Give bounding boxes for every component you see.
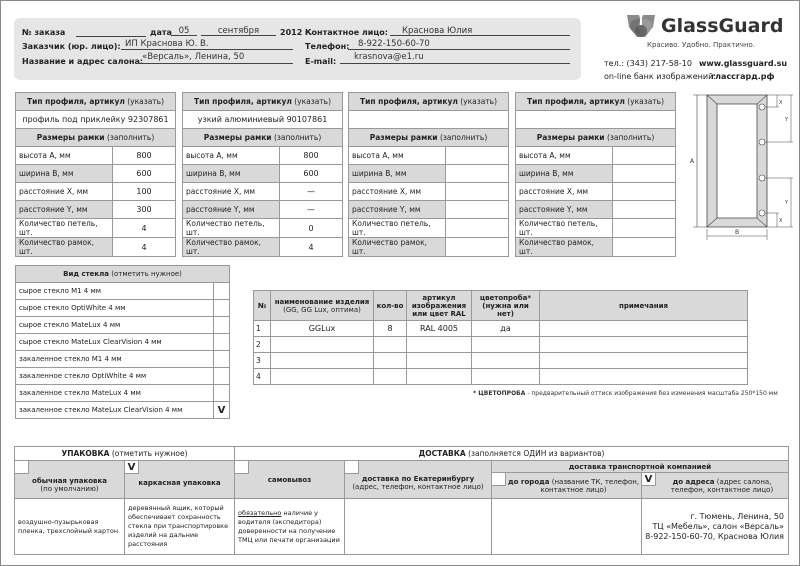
notes-cell[interactable] bbox=[540, 353, 748, 369]
row-number: 1 bbox=[254, 321, 271, 337]
frame-table-3 bbox=[348, 92, 509, 257]
profile-header: Тип профиля, артикул (указать) bbox=[349, 93, 509, 111]
distance-x-field[interactable]: — bbox=[280, 183, 343, 201]
image-bank-label: on-line банк изображений: bbox=[604, 72, 716, 81]
col-name: наименование изделия (GG, GG Lux, оптима) bbox=[271, 291, 374, 321]
svg-text:X: X bbox=[779, 218, 783, 224]
svg-text:Y: Y bbox=[785, 200, 789, 206]
brand-tagline: Красиво. Удобно. Практично. bbox=[647, 41, 756, 49]
qty-cell[interactable] bbox=[374, 369, 407, 385]
glass-option-label: закаленное стекло OptiWhite 4 мм bbox=[16, 368, 214, 385]
glass-option-checkbox[interactable] bbox=[214, 317, 230, 334]
standard-packaging-checkbox[interactable] bbox=[15, 461, 29, 474]
notes-cell[interactable] bbox=[540, 369, 748, 385]
width-field[interactable]: 600 bbox=[113, 165, 176, 183]
frame-packaging-option[interactable]: V каркасная упаковка bbox=[125, 461, 235, 499]
frame-table-1 bbox=[15, 92, 176, 257]
distance-y-field[interactable] bbox=[613, 201, 676, 219]
image-bank-link[interactable]: глассгард.рф bbox=[711, 72, 775, 81]
article-cell[interactable] bbox=[407, 353, 472, 369]
distance-x-field[interactable] bbox=[613, 183, 676, 201]
packaging-header: УПАКОВКА (отметить нужное) bbox=[15, 447, 235, 461]
city-delivery-field[interactable] bbox=[492, 499, 642, 555]
email-label: E-mail: bbox=[305, 57, 337, 66]
hinges-field[interactable] bbox=[446, 219, 509, 238]
frames-count-field[interactable]: 4 bbox=[280, 238, 343, 257]
height-label: высота А, мм bbox=[516, 147, 613, 165]
phone-label: Телефон: bbox=[305, 42, 350, 51]
distance-y-field[interactable]: 300 bbox=[113, 201, 176, 219]
product-name-cell[interactable] bbox=[271, 337, 374, 353]
order-header bbox=[14, 18, 581, 80]
height-label: высота А, мм bbox=[183, 147, 280, 165]
brand-name: GlassGuard bbox=[661, 15, 784, 37]
table-row bbox=[254, 321, 748, 337]
product-name-cell[interactable] bbox=[271, 369, 374, 385]
height-label: высота А, мм bbox=[16, 147, 113, 165]
order-number-field[interactable] bbox=[76, 27, 146, 37]
glass-option-checkbox[interactable] bbox=[214, 300, 230, 317]
col-num: № bbox=[254, 291, 271, 321]
distance-y-field[interactable]: — bbox=[280, 201, 343, 219]
glass-type-table bbox=[15, 265, 230, 419]
sizes-header: Размеры рамки (заполнить) bbox=[516, 129, 676, 147]
delivery-header: ДОСТАВКА (заполняется ОДИН из вариантов) bbox=[235, 447, 789, 461]
svg-text:Y: Y bbox=[785, 117, 789, 123]
notes-cell[interactable] bbox=[540, 321, 748, 337]
distance-x-field[interactable]: 100 bbox=[113, 183, 176, 201]
ekb-delivery-field[interactable] bbox=[345, 499, 492, 555]
contact-field[interactable]: Краснова Юлия bbox=[390, 26, 570, 36]
qty-cell[interactable]: 8 bbox=[374, 321, 407, 337]
svg-text:A: A bbox=[690, 158, 695, 165]
profile-field[interactable]: узкий алюминиевый 90107861 bbox=[183, 111, 343, 129]
profile-header: Тип профиля, артикул (указать) bbox=[516, 93, 676, 111]
distance-x-label: расстояние X, мм bbox=[16, 183, 113, 201]
standard-packaging-desc: воздушно-пузырьковая пленка, трехслойный картон bbox=[15, 499, 125, 555]
address-delivery-field[interactable]: г. Тюмень, Ленина, 50 ТЦ «Мебель», салон «Версаль» 8-922-150-60-70, Краснова Юлия bbox=[642, 499, 789, 555]
glass-option-label: сырое стекло MateLux ClearVision 4 мм bbox=[16, 334, 214, 351]
qty-cell[interactable] bbox=[374, 337, 407, 353]
date-year: 2012 г. bbox=[280, 28, 313, 37]
date-label: дата bbox=[150, 28, 172, 37]
glass-option-checkbox[interactable] bbox=[214, 283, 230, 300]
sizes-header: Размеры рамки (заполнить) bbox=[349, 129, 509, 147]
salon-label: Название и адрес салона: bbox=[22, 57, 144, 66]
col-qty: кол-во bbox=[374, 291, 407, 321]
distance-x-field[interactable] bbox=[446, 183, 509, 201]
notes-cell[interactable] bbox=[540, 337, 748, 353]
frame-packaging-checkbox[interactable]: V bbox=[125, 461, 139, 474]
brand-site-link[interactable]: www.glassguard.su bbox=[699, 59, 788, 68]
frame-diagram bbox=[681, 91, 799, 245]
profile-header: Тип профиля, артикул (указать) bbox=[183, 93, 343, 111]
glass-option-checkbox[interactable]: V bbox=[214, 402, 230, 419]
width-label: ширина В, мм bbox=[516, 165, 613, 183]
customer-label: Заказчик (юр. лицо): bbox=[22, 42, 121, 51]
distance-y-label: расстояние Y, мм bbox=[349, 201, 446, 219]
glass-option-label: сырое стекло М1 4 мм bbox=[16, 283, 214, 300]
height-field[interactable] bbox=[446, 147, 509, 165]
proof-cell[interactable] bbox=[472, 337, 540, 353]
proof-cell[interactable] bbox=[472, 353, 540, 369]
profile-field[interactable] bbox=[516, 111, 676, 129]
sizes-header: Размеры рамки (заполнить) bbox=[16, 129, 176, 147]
frame-table-2 bbox=[182, 92, 343, 257]
distance-y-field[interactable] bbox=[446, 201, 509, 219]
glass-option-label: закаленное стекло MateLux ClearVision 4 мм bbox=[16, 402, 214, 419]
hinges-label: Количество петель, шт. bbox=[349, 219, 446, 238]
height-field[interactable]: 800 bbox=[113, 147, 176, 165]
profile-field[interactable]: профиль под приклейку 92307861 bbox=[16, 111, 176, 129]
product-name-cell[interactable] bbox=[271, 353, 374, 369]
sizes-header: Размеры рамки (заполнить) bbox=[183, 129, 343, 147]
glass-header: Вид стекла (отметить нужное) bbox=[16, 266, 230, 283]
row-number: 3 bbox=[254, 353, 271, 369]
customer-field[interactable]: ИП Краснова Ю. В. bbox=[121, 39, 293, 50]
svg-text:X: X bbox=[779, 100, 783, 106]
width-label: ширина В, мм bbox=[16, 165, 113, 183]
hinges-field[interactable] bbox=[613, 219, 676, 238]
address-delivery-checkbox[interactable]: V bbox=[642, 473, 656, 486]
glass-option-label: закаленное стекло М1 4 мм bbox=[16, 351, 214, 368]
width-field[interactable] bbox=[613, 165, 676, 183]
glass-option-checkbox[interactable] bbox=[214, 385, 230, 402]
tk-delivery-header: доставка транспортной компанией bbox=[492, 461, 789, 473]
frames-count-field[interactable]: 4 bbox=[113, 238, 176, 257]
width-field[interactable] bbox=[446, 165, 509, 183]
ekb-delivery-option[interactable]: доставка по Екатеринбургу (адрес, телефон, контактное лицо) bbox=[345, 461, 492, 499]
glass-option-label: сырое стекло MateLux 4 мм bbox=[16, 317, 214, 334]
frames-count-label: Количество рамок, шт. bbox=[183, 238, 280, 257]
distance-x-label: расстояние X, мм bbox=[516, 183, 613, 201]
frames-count-field[interactable] bbox=[446, 238, 509, 257]
article-cell[interactable] bbox=[407, 337, 472, 353]
address-delivery-option[interactable]: V до адреса (адрес салона, телефон, контактное лицо) bbox=[642, 473, 789, 499]
brand-phone: тел.: (343) 217-58-10 bbox=[604, 59, 692, 68]
glass-option-label: сырое стекло OptiWhite 4 мм bbox=[16, 300, 214, 317]
height-label: высота А, мм bbox=[349, 147, 446, 165]
row-number: 4 bbox=[254, 369, 271, 385]
width-label: ширина В, мм bbox=[349, 165, 446, 183]
glass-option-checkbox[interactable] bbox=[214, 368, 230, 385]
article-cell[interactable]: RAL 4005 bbox=[407, 321, 472, 337]
glass-option-label: закаленное стекло MateLux 4 мм bbox=[16, 385, 214, 402]
table-row bbox=[254, 337, 748, 353]
contact-label: Контактное лицо: bbox=[305, 28, 388, 37]
products-table bbox=[253, 290, 748, 385]
table-row bbox=[254, 369, 748, 385]
distance-y-label: расстояние Y, мм bbox=[516, 201, 613, 219]
proof-cell[interactable] bbox=[472, 369, 540, 385]
profile-field[interactable] bbox=[349, 111, 509, 129]
date-month-field[interactable]: сентября bbox=[201, 26, 276, 36]
ekb-delivery-checkbox[interactable] bbox=[345, 461, 359, 474]
hinges-field[interactable]: 0 bbox=[280, 219, 343, 238]
frame-packaging-desc: деревянный ящик, который обеспечивает сохранность стекла при транспортировке изделий на дальние расстояния bbox=[125, 499, 235, 555]
hinges-field[interactable]: 4 bbox=[113, 219, 176, 238]
col-article: артикул изображения или цвет RAL bbox=[407, 291, 472, 321]
height-field[interactable] bbox=[613, 147, 676, 165]
distance-x-label: расстояние X, мм bbox=[183, 183, 280, 201]
frames-count-label: Количество рамок, шт. bbox=[516, 238, 613, 257]
distance-y-label: расстояние Y, мм bbox=[16, 201, 113, 219]
standard-packaging-option[interactable]: обычная упаковка (по умолчанию) bbox=[15, 461, 125, 499]
hinges-label: Количество петель, шт. bbox=[16, 219, 113, 238]
pickup-desc: обязательно наличие у водителя (экспедитора) доверенности на получение ТМЦ или печати организации bbox=[235, 499, 345, 555]
profile-header: Тип профиля, артикул (указать) bbox=[16, 93, 176, 111]
color-proof-footnote: * ЦВЕТОПРОБА - предварительный оттиск изображения без изменения масштаба 250*150 мм bbox=[473, 390, 778, 397]
width-field[interactable]: 600 bbox=[280, 165, 343, 183]
frames-count-label: Количество рамок, шт. bbox=[16, 238, 113, 257]
width-label: ширина В, мм bbox=[183, 165, 280, 183]
svg-text:B: B bbox=[735, 229, 740, 236]
email-field[interactable]: krasnova@e1.ru bbox=[340, 52, 570, 64]
table-row bbox=[254, 353, 748, 369]
pickup-option[interactable]: самовывоз bbox=[235, 461, 345, 499]
order-number-label: № заказа bbox=[22, 28, 66, 37]
product-name-cell[interactable]: GGLux bbox=[271, 321, 374, 337]
distance-y-label: расстояние Y, мм bbox=[183, 201, 280, 219]
city-delivery-checkbox[interactable] bbox=[492, 473, 506, 486]
col-notes: примечания bbox=[540, 291, 748, 321]
frames-count-label: Количество рамок, шт. bbox=[349, 238, 446, 257]
hinges-label: Количество петель, шт. bbox=[516, 219, 613, 238]
pickup-checkbox[interactable] bbox=[235, 461, 249, 474]
hinges-label: Количество петель, шт. bbox=[183, 219, 280, 238]
date-day-field[interactable]: 05 bbox=[171, 26, 197, 36]
proof-cell[interactable]: да bbox=[472, 321, 540, 337]
article-cell[interactable] bbox=[407, 369, 472, 385]
phone-field[interactable]: 8-922-150-60-70 bbox=[348, 39, 570, 50]
glass-option-checkbox[interactable] bbox=[214, 351, 230, 368]
packaging-delivery-table bbox=[14, 446, 789, 555]
salon-field[interactable]: «Версаль», Ленина, 50 bbox=[138, 52, 293, 64]
qty-cell[interactable] bbox=[374, 353, 407, 369]
col-proof: цветопроба* (нужна или нет) bbox=[472, 291, 540, 321]
frame-table-4 bbox=[515, 92, 676, 257]
frames-count-field[interactable] bbox=[613, 238, 676, 257]
row-number: 2 bbox=[254, 337, 271, 353]
distance-x-label: расстояние X, мм bbox=[349, 183, 446, 201]
glass-option-checkbox[interactable] bbox=[214, 334, 230, 351]
glassguard-logo-icon bbox=[625, 13, 657, 43]
city-delivery-option[interactable]: до города (название ТК, телефон, контактное лицо) bbox=[492, 473, 642, 499]
height-field[interactable]: 800 bbox=[280, 147, 343, 165]
